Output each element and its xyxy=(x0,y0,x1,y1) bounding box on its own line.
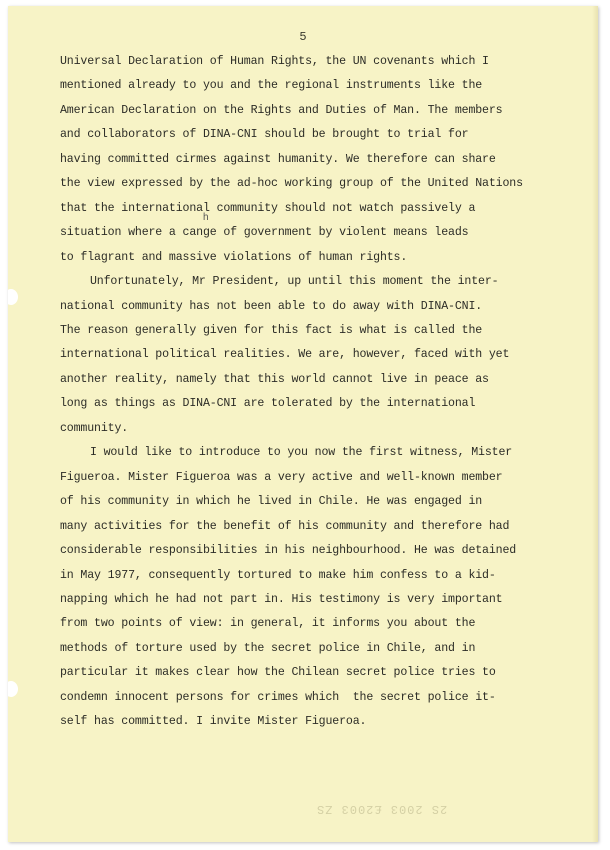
text-line: Universal Declaration of Human Rights, the UN covenants which I xyxy=(60,55,489,68)
punch-hole xyxy=(8,681,18,697)
text-line: community. xyxy=(60,421,129,435)
text-line: self has committed. I invite Mister Figueroa. xyxy=(60,715,367,729)
handwritten-caret-annotation: h xyxy=(203,212,209,223)
text-line: considerable responsibilities in his neighbourhood. He was detained xyxy=(60,544,517,558)
text-line: another reality, namely that this world cannot live in peace as xyxy=(60,372,489,386)
text-line: long as things as DINA-CNI are tolerated by the international xyxy=(60,397,476,411)
text-line: methods of torture used by the secret police in Chile, and in xyxy=(60,641,476,655)
text-line: national community has not been able to do away with DINA-CNI. xyxy=(60,299,483,313)
text-line: many activities for the benefit of his community and therefore had xyxy=(60,519,510,533)
text-line: Figueroa. Mister Figueroa was a very active and well-known member xyxy=(60,470,503,484)
text-line: The reason generally given for this fact is what is called the xyxy=(60,323,483,337)
text-line: napping which he had not part in. His testimony is very important xyxy=(60,592,503,606)
punch-hole xyxy=(8,289,18,305)
text-line: from two points of view: in general, it informs you about the xyxy=(60,617,476,631)
faded-stamp: 2S 2003 £2003 ZS xyxy=(316,802,448,816)
text-line: Unfortunately, Mr President, up until this moment the inter- xyxy=(90,275,499,289)
text-line: particular it makes clear how the Chilean secret police tries to xyxy=(60,666,496,680)
text-line: to flagrant and massive violations of human rights. xyxy=(60,250,408,264)
text-line: condemn innocent persons for crimes which the secret police it- xyxy=(60,690,496,704)
document-page xyxy=(8,6,598,842)
text-line: in May 1977, consequently tortured to make him confess to a kid- xyxy=(60,568,496,582)
text-line: that the international community should not watch passively a xyxy=(60,201,476,215)
text-line: the view expressed by the ad-hoc working group of the United Nations xyxy=(60,177,523,191)
text-line: international political realities. We are, however, faced with yet xyxy=(60,348,510,362)
text-line: and collaborators of DINA-CNI should be brought to trial for xyxy=(60,128,469,142)
text-line: of his community in which he lived in Chile. He was engaged in xyxy=(60,495,483,509)
page-edge xyxy=(592,6,598,842)
page-number: 5 xyxy=(299,30,307,44)
text-line: American Declaration on the Rights and Duties of Man. The members xyxy=(60,103,503,117)
document-body xyxy=(60,50,572,735)
text-line: mentioned already to you and the regional instruments like the xyxy=(60,79,483,93)
text-line: situation where a cange of government by violent means leads xyxy=(60,226,469,240)
text-line: having committed cirmes against humanity. We therefore can share xyxy=(60,152,496,166)
text-line: I would like to introduce to you now the first witness, Mister xyxy=(90,446,513,460)
